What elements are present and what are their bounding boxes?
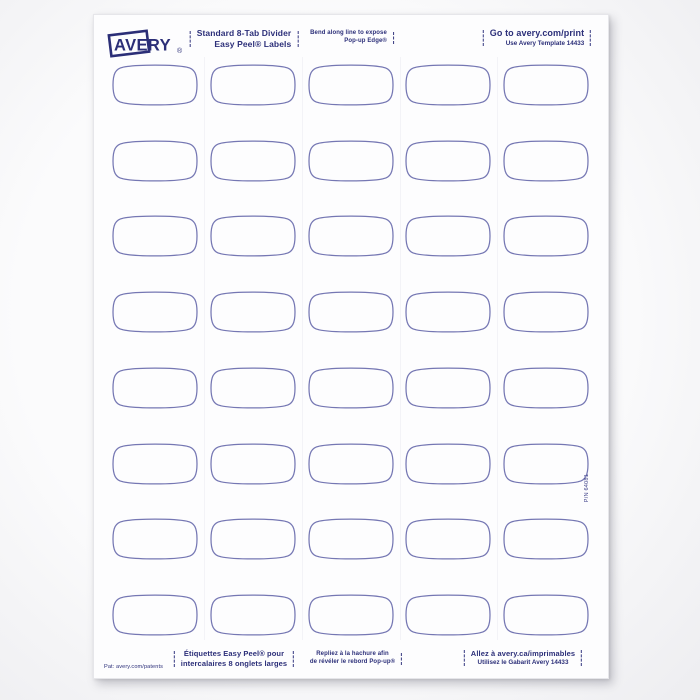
header-instruction-line1: Bend along line to expose [310, 30, 387, 36]
divider-tab-label [503, 59, 589, 111]
divider-tab-label [308, 286, 394, 338]
footer-product-fr-line2: intercalaires 8 onglets larges [180, 658, 288, 668]
footer-instruction-fr-block [310, 651, 402, 667]
footer-web-fr-block [464, 649, 582, 667]
divider-tab-label [112, 438, 198, 490]
label-sheet [93, 14, 609, 679]
column-dash-separator [393, 32, 394, 44]
divider-tab-label [405, 210, 491, 262]
footer-product-fr-block [174, 649, 294, 669]
divider-tab-label [112, 513, 198, 565]
divider-tab-label [503, 513, 589, 565]
column-dash-separator [464, 650, 465, 666]
fold-line [302, 57, 303, 640]
fold-line [400, 57, 401, 640]
header-instruction-block [310, 30, 394, 46]
footer-product-fr-line1: Étiquettes Easy Peel® pour [183, 649, 285, 658]
footer-instruction-fr-line1: Repliez à la hachure afin [316, 651, 389, 657]
divider-tab-label [405, 438, 491, 490]
divider-tab-label [405, 59, 491, 111]
column-dash-separator [174, 651, 175, 667]
header-web-block [483, 28, 591, 48]
divider-tab-label [210, 513, 296, 565]
column-dash-separator [293, 651, 294, 667]
avery-logo-registered-mark: ® [177, 48, 183, 55]
divider-tab-label [503, 210, 589, 262]
divider-tab-label [210, 59, 296, 111]
divider-tab-label [308, 589, 394, 641]
column-dash-separator [590, 30, 591, 46]
column-dash-separator [581, 650, 582, 666]
divider-tab-label [112, 362, 198, 414]
divider-tab-label [112, 59, 198, 111]
divider-tab-label [405, 362, 491, 414]
footer-instruction-fr-line2: de révéler le rebord Pop-up® [309, 658, 396, 665]
divider-tab-label [308, 362, 394, 414]
divider-tab-label [112, 286, 198, 338]
footer-web-fr-line2: Utilisez le Gabarit Avery 14433 [477, 658, 569, 666]
column-dash-separator [297, 31, 298, 47]
avery-logo [107, 28, 189, 63]
divider-tab-label [405, 286, 491, 338]
divider-tab-label [405, 513, 491, 565]
divider-tab-label [308, 59, 394, 111]
divider-tab-label [210, 438, 296, 490]
divider-tab-label [210, 286, 296, 338]
divider-tab-label [112, 589, 198, 641]
divider-tab-label [405, 135, 491, 187]
patent-note: Pat: avery.com/patents [104, 664, 163, 670]
divider-tab-label [308, 513, 394, 565]
avery-logo-text: AVERY [114, 36, 172, 55]
divider-tab-label [503, 438, 589, 490]
divider-tab-label [503, 286, 589, 338]
divider-tab-label [503, 362, 589, 414]
divider-tab-label [112, 135, 198, 187]
divider-tab-label [405, 589, 491, 641]
column-dash-separator [190, 31, 191, 47]
divider-tab-label [210, 135, 296, 187]
divider-tab-label [210, 589, 296, 641]
divider-tab-label [503, 135, 589, 187]
divider-tab-label [503, 589, 589, 641]
divider-tab-label [112, 210, 198, 262]
divider-tab-label [308, 438, 394, 490]
fold-line [497, 57, 498, 640]
header-product-block [190, 28, 299, 50]
header-instruction-line2: Pop-up Edge® [344, 37, 387, 44]
part-number-vertical: P/N 64081 [584, 474, 590, 503]
header-web-line1: Go to avery.com/print [489, 28, 585, 38]
column-dash-separator [401, 653, 402, 665]
footer-web-fr-line1: Allez à avery.ca/imprimables [470, 649, 576, 658]
fold-line [204, 57, 205, 640]
header-product-line1: Standard 8-Tab Divider [196, 28, 292, 38]
divider-tab-label [210, 210, 296, 262]
header-web-line2: Use Avery Template 14433 [505, 39, 585, 47]
divider-tab-label [308, 135, 394, 187]
divider-tab-label [308, 210, 394, 262]
column-dash-separator [483, 30, 484, 46]
divider-tab-label [210, 362, 296, 414]
header-product-line2: Easy Peel® Labels [214, 39, 292, 50]
